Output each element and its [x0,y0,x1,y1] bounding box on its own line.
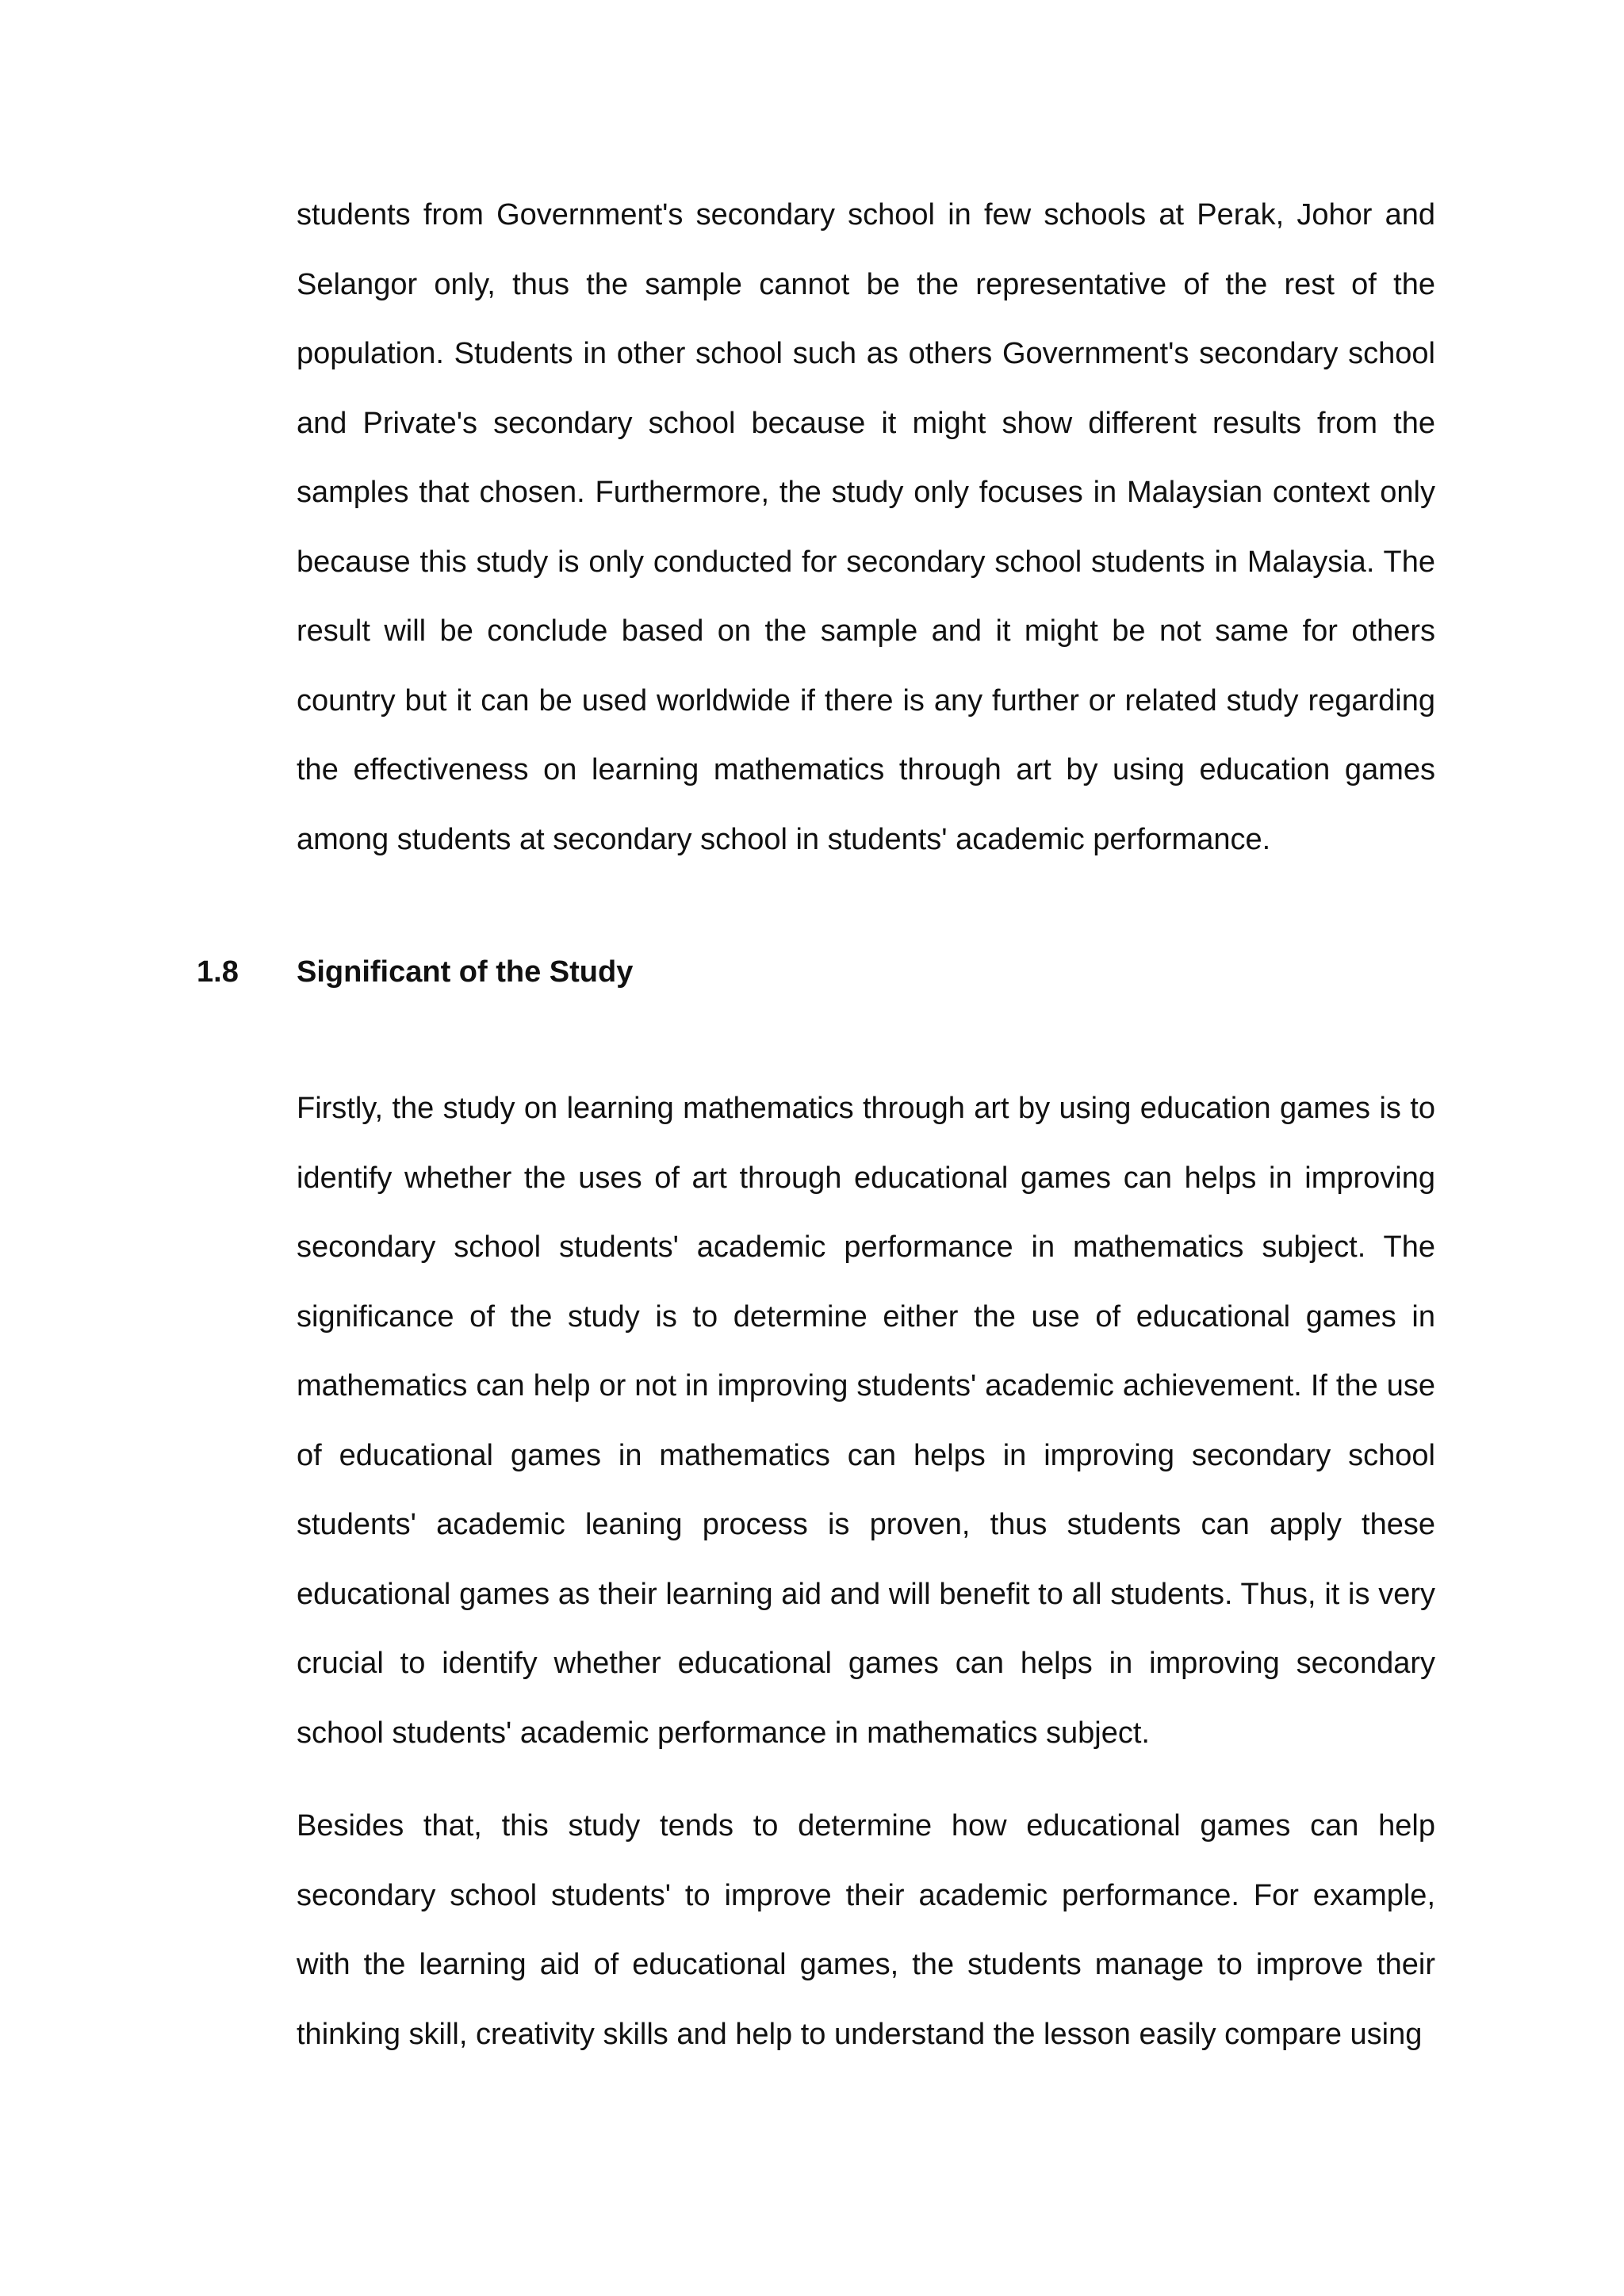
paragraph-significance-second: Besides that, this study tends to determine how educational games can help secondary school students' to improve their academic performance. For example, with the learning aid of educational games, the students manage to improve their thinking skill, creativity skills and help to understand the lesson easily compare using [297,1809,1435,2051]
section-heading [197,944,633,1000]
section-title: Significant of the Study [297,955,634,989]
paragraph-scope-continuation: students from Government's secondary school in few schools at Perak, Johor and Selangor only, thus the sample cannot be the representative of the rest of the population. Students in other school such as others Government's secondary school and Private's secondary school because it might show different results from the samples that chosen. Furthermore, the study only focuses in Malaysian context only because this study is only conducted for secondary school students in Malaysia. The result will be conclude based on the sample and it might be not same for others country but it can be used worldwide if there is any further or related study regarding the effectiveness on learning mathematics through art by using education games among students at secondary school in students' academic performance. [297,198,1435,856]
paragraph-significance-first: Firstly, the study on learning mathematics through art by using education games is to identify whether the uses of art through educational games can helps in improving secondary school students' academic performance in mathematics subject. The significance of the study is to determine either the use of educational games in mathematics can help or not in improving students' academic achievement. If the use of educational games in mathematics can helps in improving secondary school students' academic leaning process is proven, thus students can apply these educational games as their learning aid and will benefit to all students. Thus, it is very crucial to identify whether educational games can helps in improving secondary school students' academic performance in mathematics subject. [297,1092,1435,1750]
section-number: 1.8 [197,955,239,989]
